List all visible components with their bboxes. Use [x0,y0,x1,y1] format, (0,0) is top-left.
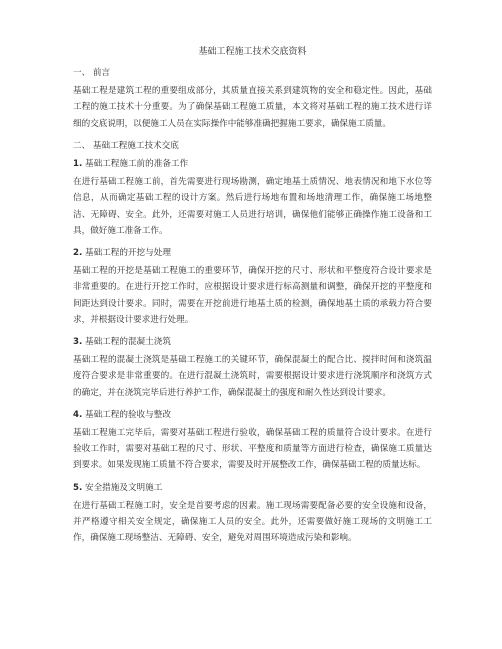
subsection-number: 1. [73,159,83,170]
subsection-heading-2 [73,245,432,261]
subsection-number: 4. [73,409,83,420]
subsection-number: 3. [73,337,83,348]
subsection-heading-3 [73,334,432,350]
subsection-paragraph-4: 基础工程施工完毕后，需要对基础工程进行验收，确保基础工程的质量符合设计要求。在进行验收工作时，需要对基础工程的尺寸、形状、平整度和质量等方面进行检查，确保施工质量达到要求。如果发现施工质量不符合要求，需要及时开展整改工作，确保基础工程的质量达标。 [73,428,432,471]
subsection-heading-5 [73,480,432,496]
document-title: 基础工程施工技术交底资料 [198,47,307,57]
subsection-number: 2. [73,248,83,259]
subsection-title: 基础工程的混凝土浇筑 [84,337,171,348]
subsection-title: 基础工程的开挖与处理 [84,248,171,259]
subsection-heading-4 [73,407,432,423]
subsection-title: 基础工程施工前的准备工作 [84,159,189,170]
subsection-paragraph-1: 在进行基础工程施工前，首先需要进行现场勘测，确定地基土质情况、地表情况和地下水位等信息，从而确定基础工程的设计方案。然后进行场地布置和场地清理工作，确保施工场地整洁、无障碍、安全。此外，还需要对施工人员进行培训，确保他们能够正确操作施工设备和工具，做好施工准备工作。 [73,177,432,236]
preface-paragraph: 基础工程是建筑工程的重要组成部分，其质量直接关系到建筑物的安全和稳定性。因此，基础工程的施工技术十分重要。为了确保基础工程施工质量，本文将对基础工程的施工技术进行详细的交底说明，以便施工人员在实际操作中能够准确把握施工要求，确保施工质量。 [73,86,432,129]
subsection-number: 5. [73,482,83,493]
section-heading-preface: 一、 前言 [73,68,111,78]
subsection-paragraph-2: 基础工程的开挖是基础工程施工的重要环节，确保开挖的尺寸、形状和平整度符合设计要求是非常重要的。在进行开挖工作时，应根据设计要求进行标高测量和调整，确保开挖的平整度和间距达到设计要求。同时，需要在开挖前进行地基土质的检测，确保地基土质的承载力符合要求，并根据设计要求进行处理。 [73,266,432,325]
subsection-title: 安全措施及文明施工 [84,482,163,493]
subsection-paragraph-3: 基础工程的混凝土浇筑是基础工程施工的关键环节，确保混凝土的配合比、搅拌时间和浇筑温度符合要求是非常重要的。在进行混凝土浇筑时，需要根据设计要求进行浇筑顺序和浇筑方式的确定，并在浇筑完毕后进行养护工作，确保混凝土的强度和耐久性达到设计要求。 [73,355,432,398]
section-heading-technical-disclosure: 二、 基础工程施工技术交底 [73,140,179,151]
subsection-title: 基础工程的验收与整改 [84,409,171,420]
subsection-heading-1 [73,156,432,172]
subsection-paragraph-5: 在进行基础工程施工时，安全是首要考虑的因素。施工现场需要配备必要的安全设施和设备，并严格遵守相关安全规定，确保施工人员的安全。此外，还需要做好施工现场的文明施工工作，确保施工现场整洁、无障碍、安全，避免对周围环境造成污染和影响。 [73,500,432,544]
